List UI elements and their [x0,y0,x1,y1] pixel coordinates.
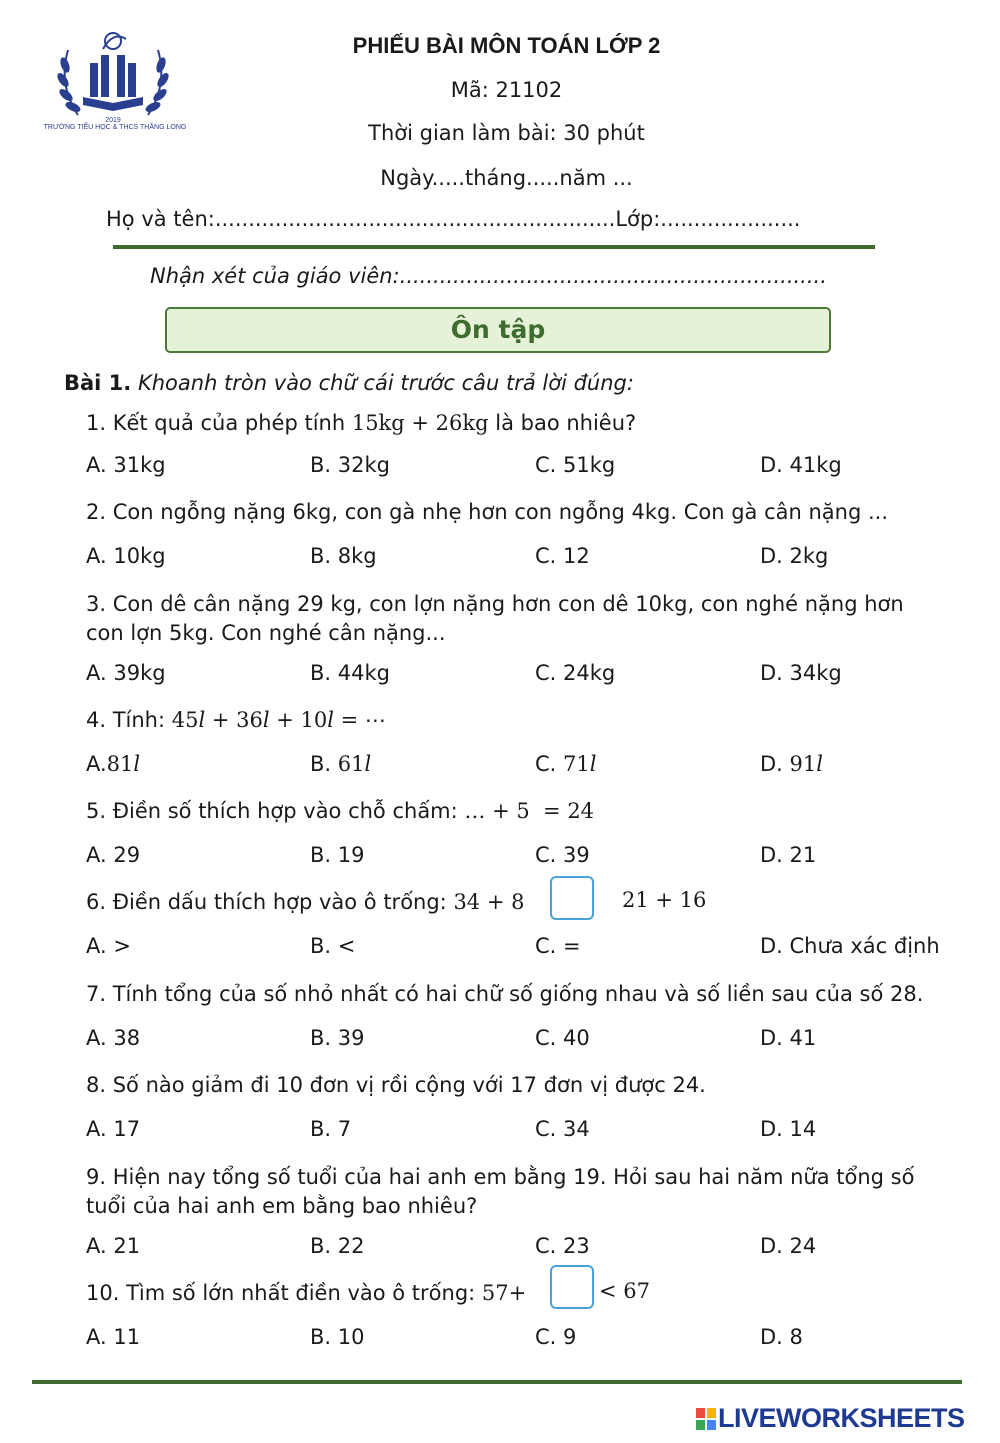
question-8: 8. Số nào giảm đi 10 đơn vị rồi cộng với 17 đơn vị được 24. [86,1073,706,1097]
footer-divider [32,1380,962,1384]
option-c[interactable]: C. 23 [535,1234,590,1258]
option-a[interactable]: A. 17 [86,1117,141,1141]
option-a[interactable]: A. 31kg [86,453,166,477]
question-text: 10. Tìm số lớn nhất điền vào ô trống: [86,1281,482,1305]
option-a[interactable]: A. 29 [86,843,141,867]
option-b[interactable]: B. 8kg [310,544,377,568]
watermark-text: LIVEWORKSHEETS [718,1403,965,1433]
option-c[interactable]: C. 40 [535,1026,590,1050]
math-expression: 45𝑙 + 36𝑙 + 10𝑙 = ⋯ [171,708,386,732]
option-math: 91𝑙 [789,752,823,776]
option-a[interactable]: A. 10kg [86,544,166,568]
exercise-heading [64,371,634,395]
name-class-line: Họ và tên:............................................................Lớp:..................... [106,207,801,231]
question-2: 2. Con ngỗng nặng 6kg, con gà nhẹ hơn con ngỗng 4kg. Con gà cân nặng ... [86,500,888,524]
math-left: 34 + 8 [453,890,525,914]
worksheet-code: Mã: 21102 [450,78,563,102]
option-c[interactable]: C. 24kg [535,661,616,685]
question-9: 9. Hiện nay tổng số tuổi của hai anh em bằng 19. Hỏi sau hai năm nữa tổng số tuổi của hai anh em bằng bao nhiêu? [86,1165,915,1218]
option-b[interactable]: B. 44kg [310,661,390,685]
liveworksheets-logo-icon [696,1408,716,1430]
option-a[interactable]: A. > [86,934,131,958]
option-d[interactable]: D. 34kg [760,661,842,685]
option-b[interactable]: B. 39 [310,1026,365,1050]
option-letter: D. [760,752,790,776]
option-b[interactable] [310,752,371,776]
option-c[interactable]: C. 51kg [535,453,616,477]
question-5 [86,797,946,826]
question-text: 6. Điền dấu thích hợp vào ô trống: [86,890,454,914]
option-math: 61𝑙 [337,752,372,776]
question-10 [86,1279,946,1308]
option-b[interactable]: B. 7 [310,1117,352,1141]
math-left: 57+ [481,1281,527,1305]
option-a[interactable] [86,752,140,776]
option-d[interactable]: D. 41 [760,1026,817,1050]
option-a[interactable]: A. 21 [86,1234,141,1258]
option-math: 71𝑙 [563,752,597,776]
option-a[interactable]: A. 39kg [86,661,166,685]
option-d[interactable] [760,752,823,776]
option-letter: A. [86,752,107,776]
school-name-caption: TRƯỜNG TIỂU HỌC & THCS THĂNG LONG [43,124,187,131]
math-expression: … + 5 = 24 [464,799,595,823]
question-text: 4. Tính: [86,708,172,732]
header-divider [113,245,875,249]
option-math: 81𝑙 [106,752,141,776]
option-d[interactable]: D. 14 [760,1117,817,1141]
exercise-instruction: Khoanh tròn vào chữ cái trước câu trả lời đúng: [137,371,634,395]
question-text: 5. Điền số thích hợp vào chỗ chấm: [86,799,465,823]
teacher-remark-line: Nhận xét của giáo viên:................................................................ [150,264,827,288]
option-b[interactable]: B. < [310,934,356,958]
option-d[interactable]: D. 41kg [760,453,842,477]
option-c[interactable]: C. = [535,934,581,958]
question-7: 7. Tính tổng của số nhỏ nhất có hai chữ số giống nhau và số liền sau của số 28. [86,982,924,1006]
answer-box[interactable] [550,876,594,920]
math-right: 21 + 16 [622,888,707,912]
option-b[interactable]: B. 10 [310,1325,365,1349]
option-a[interactable]: A. 38 [86,1026,141,1050]
option-a[interactable]: A. 11 [86,1325,141,1349]
option-letter: C. [535,752,564,776]
logo-year: 2019 [105,117,121,124]
time-limit: Thời gian làm bài: 30 phút [368,121,645,145]
option-c[interactable]: C. 12 [535,544,590,568]
worksheet-title: PHIẾU BÀI MÔN TOÁN LỚP 2 [352,33,661,58]
option-c[interactable]: C. 9 [535,1325,577,1349]
option-d[interactable]: D. 21 [760,843,817,867]
math-expression: 15kg + 26kg [351,411,489,435]
question-3: 3. Con dê cân nặng 29 kg, con lợn nặng hơn con dê 10kg, con nghé nặng hơn con lợn 5kg. Con nghé cân nặng... [86,592,904,645]
answer-box[interactable] [550,1265,594,1309]
option-b[interactable]: B. 19 [310,843,365,867]
option-d[interactable]: D. 2kg [760,544,829,568]
option-c[interactable]: C. 39 [535,843,590,867]
option-b[interactable]: B. 32kg [310,453,390,477]
option-c[interactable] [535,752,596,776]
question-6 [86,888,946,917]
question-1 [86,409,946,438]
option-d[interactable]: D. 8 [760,1325,803,1349]
option-b[interactable]: B. 22 [310,1234,365,1258]
question-text: 1. Kết quả của phép tính [86,411,352,435]
date-line: Ngày.....tháng.....năm ... [380,166,633,190]
liveworksheets-watermark [696,1403,965,1434]
option-c[interactable]: C. 34 [535,1117,590,1141]
section-banner: Ôn tập [165,307,831,353]
exercise-label: Bài 1. [64,371,132,395]
question-4 [86,706,946,735]
option-d[interactable]: D. Chưa xác định [760,934,940,958]
math-right: < 67 [599,1279,650,1303]
option-letter: B. [310,752,338,776]
question-text: là bao nhiêu? [488,411,637,435]
option-d[interactable]: D. 24 [760,1234,817,1258]
